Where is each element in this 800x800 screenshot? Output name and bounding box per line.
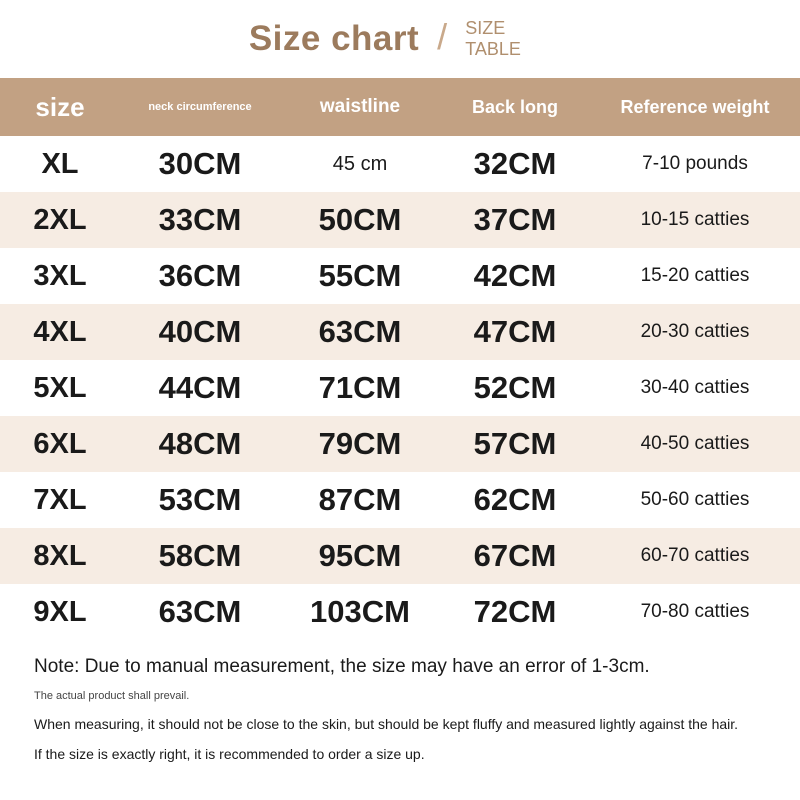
cell-weight: 50-60 catties — [640, 489, 750, 510]
cell-size: 2XL — [33, 203, 87, 236]
header-inner — [249, 18, 535, 60]
cell-size: 5XL — [33, 371, 87, 404]
cell-waist: 95CM — [318, 538, 402, 573]
cell-neck: 44CM — [158, 370, 242, 405]
table-row — [0, 360, 800, 416]
table-row — [0, 136, 800, 192]
table-row — [0, 192, 800, 248]
table-row — [0, 528, 800, 584]
table-row — [0, 304, 800, 360]
column-header-neck: neck circumference — [148, 101, 252, 113]
cell-back: 42CM — [473, 258, 557, 293]
table-row — [0, 472, 800, 528]
page-header — [0, 0, 800, 78]
cell-back: 72CM — [473, 594, 557, 629]
cell-back: 52CM — [473, 370, 557, 405]
cell-weight: 7-10 pounds — [642, 153, 748, 174]
cell-back: 47CM — [473, 314, 557, 349]
cell-neck: 48CM — [158, 426, 242, 461]
cell-waist: 71CM — [318, 370, 402, 405]
cell-back: 37CM — [473, 202, 557, 237]
cell-back: 67CM — [473, 538, 557, 573]
page-title: Size chart — [248, 19, 420, 58]
cell-size: XL — [41, 147, 79, 180]
column-header-weight: Reference weight — [620, 96, 770, 117]
size-table — [0, 78, 800, 640]
cell-back: 32CM — [473, 146, 557, 181]
cell-weight: 10-15 catties — [640, 209, 750, 230]
cell-weight: 20-30 catties — [640, 321, 750, 342]
note-measuring-method: When measuring, it should not be close to the skin, but should be kept fluffy and measured lightly against the hair. — [34, 716, 739, 732]
cell-neck: 63CM — [158, 594, 242, 629]
cell-neck: 33CM — [158, 202, 242, 237]
table-header-row — [0, 78, 800, 136]
cell-neck: 53CM — [158, 482, 242, 517]
header-divider-slash: / — [437, 16, 448, 57]
cell-waist: 79CM — [318, 426, 402, 461]
cell-back: 57CM — [473, 426, 557, 461]
size-table-head — [0, 78, 800, 136]
cell-neck: 30CM — [158, 146, 242, 181]
cell-neck: 40CM — [158, 314, 242, 349]
cell-waist: 50CM — [318, 202, 402, 237]
cell-size: 7XL — [33, 483, 87, 516]
column-header-size: size — [35, 91, 85, 122]
cell-size: 9XL — [33, 595, 87, 628]
cell-weight: 60-70 catties — [640, 545, 750, 566]
cell-waist: 103CM — [310, 594, 410, 629]
cell-neck: 36CM — [158, 258, 242, 293]
cell-waist: 87CM — [318, 482, 402, 517]
note-size-up: If the size is exactly right, it is recommended to order a size up. — [34, 746, 425, 762]
header-subtitle: SIZE TABLE — [465, 18, 521, 59]
cell-waist: 45 cm — [332, 152, 388, 175]
cell-weight: 15-20 catties — [640, 265, 750, 286]
cell-back: 62CM — [473, 482, 557, 517]
note-product-prevails: The actual product shall prevail. — [34, 690, 190, 702]
table-row — [0, 584, 800, 640]
notes-section — [0, 640, 800, 762]
note-measurement-error: Note: Due to manual measurement, the size may have an error of 1-3cm. — [34, 656, 650, 677]
cell-weight: 70-80 catties — [640, 601, 750, 622]
table-row — [0, 416, 800, 472]
cell-size: 8XL — [33, 539, 87, 572]
cell-weight: 30-40 catties — [640, 377, 750, 398]
column-header-waist: waistline — [319, 96, 401, 117]
cell-neck: 58CM — [158, 538, 242, 573]
cell-waist: 63CM — [318, 314, 402, 349]
cell-size: 4XL — [33, 315, 87, 348]
cell-size: 6XL — [33, 427, 87, 460]
table-row — [0, 248, 800, 304]
cell-waist: 55CM — [318, 258, 402, 293]
column-header-back: Back long — [471, 96, 559, 117]
cell-weight: 40-50 catties — [640, 433, 750, 454]
size-table-body — [0, 136, 800, 640]
cell-size: 3XL — [33, 259, 87, 292]
